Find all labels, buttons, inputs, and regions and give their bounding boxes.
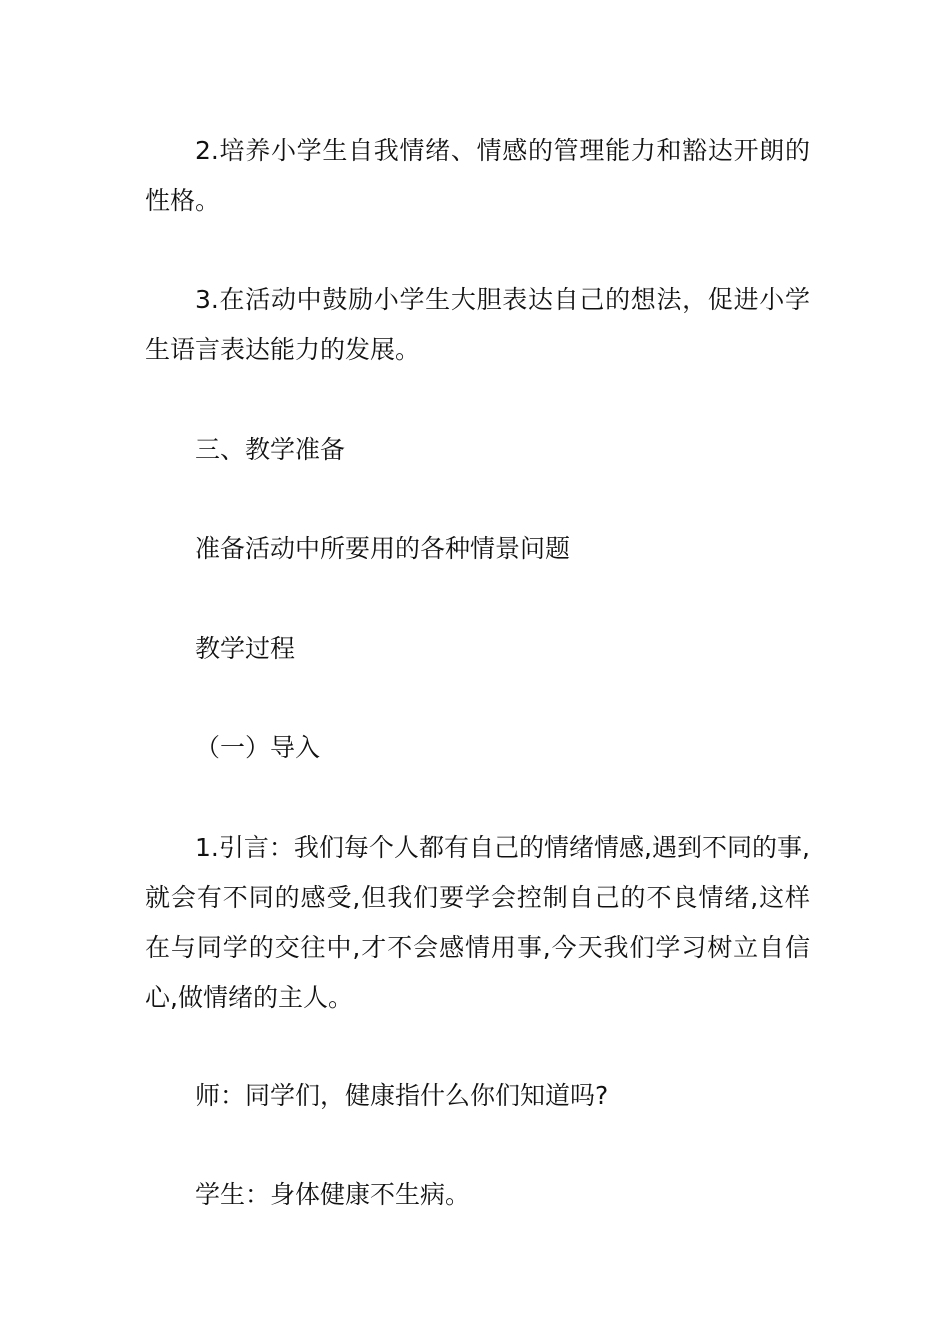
paragraph-introduction-remarks: 1.引言：我们每个人都有自己的情绪情感,遇到不同的事,就会有不同的感受,但我们要学会控制自己的不良情绪,这样在与同学的交往中,才不会感情用事,今天我们学习树立自信心,做情绪的主人。	[145, 833, 810, 1012]
subsection-heading-introduction: （一）导入	[195, 733, 321, 762]
section-heading-teaching-preparation: 三、教学准备	[195, 435, 346, 464]
paragraph-goal-2: 2.培养小学生自我情绪、情感的管理能力和豁达开朗的性格。	[145, 136, 810, 215]
dialogue-teacher: 师：同学们，健康指什么你们知道吗?	[195, 1081, 609, 1110]
dialogue-student: 学生：身体健康不生病。	[195, 1180, 471, 1209]
section-heading-teaching-process: 教学过程	[195, 634, 296, 663]
paragraph-preparation: 准备活动中所要用的各种情景问题	[195, 534, 571, 563]
paragraph-goal-3: 3.在活动中鼓励小学生大胆表达自己的想法，促进小学生语言表达能力的发展。	[145, 285, 810, 364]
